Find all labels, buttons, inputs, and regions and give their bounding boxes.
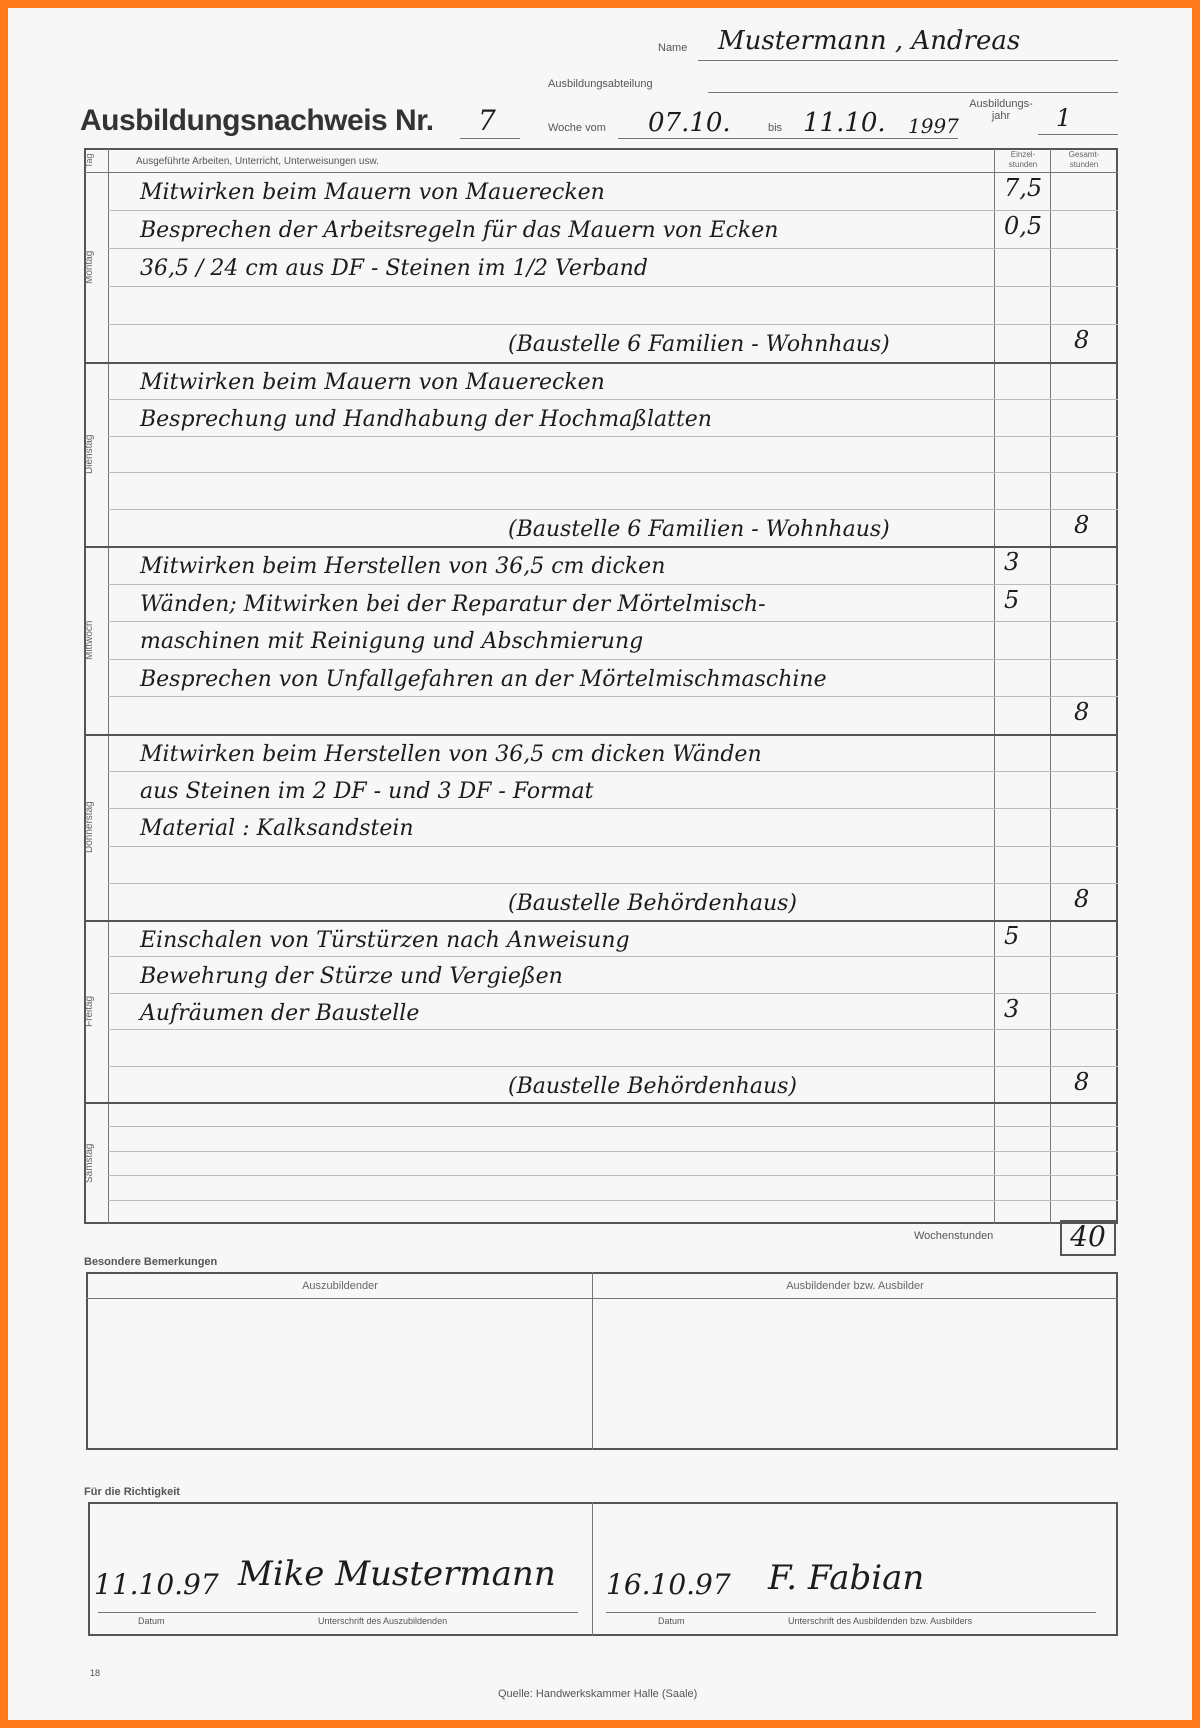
correctness-label: Für die Richtigkeit [84,1486,180,1498]
day-label: Mittwoch [84,620,95,660]
ruled-line [108,210,1118,211]
trainer-date-label: Datum [658,1616,685,1626]
day-separator [84,362,1118,364]
trainee-signature-label: Unterschrift des Auszubildenden [318,1616,448,1626]
activity-line: Mitwirken beim Mauern von Mauerecken [140,370,605,395]
total-hours: 8 [1074,326,1090,354]
week-to: 11.10. [803,108,886,138]
activity-line: Besprechen von Unfallgefahren an der Mörtelmischmaschine [140,667,827,692]
day-label: Samstag [84,1143,95,1183]
site-note: (Baustelle 6 Familien - Wohnhaus) [508,517,890,542]
activity-line: aus Steinen im 2 DF - und 3 DF - Format [140,779,594,804]
ruled-line [108,883,1118,884]
name-label: Name [658,42,688,54]
number-line [460,138,520,139]
year-label: Ausbildungs- jahr [969,98,1033,122]
right-signature-line [606,1612,1096,1613]
week-hours-value: 40 [1070,1220,1106,1253]
day-column-divider [108,148,109,1224]
name-value: Mustermann , Andreas [718,26,1021,56]
activity-line: maschinen mit Reinigung und Abschmierung [140,629,644,654]
site-note: (Baustelle Behördenhaus) [508,1074,797,1099]
trainer-signature-label: Unterschrift des Ausbildenden bzw. Ausbilders [788,1616,973,1626]
ruled-line [108,509,1118,510]
site-note: (Baustelle 6 Familien - Wohnhaus) [508,332,890,357]
name-line [698,60,1118,61]
trainee-date-label: Datum [138,1616,165,1626]
table-header-line [84,172,1118,173]
bis-label: bis [768,122,783,134]
department-label: Ausbildungsabteilung [548,78,653,90]
department-line [708,92,1118,93]
year-line [1038,134,1118,135]
trainer-signature: F. Fabian [768,1558,925,1598]
ruled-line [108,1151,1118,1152]
site-note: (Baustelle Behördenhaus) [508,891,797,916]
remarks-label: Besondere Bemerkungen [84,1256,218,1268]
activity-line: 36,5 / 24 cm aus DF - Steinen im 1/2 Verband [140,256,648,281]
ruled-line [108,1175,1118,1176]
year: 1997 [908,114,959,138]
activity-line: Aufräumen der Baustelle [140,1001,420,1026]
ruled-line [108,1200,1118,1201]
day-label: Montag [84,250,95,284]
activity-line: Bewehrung der Stürze und Vergießen [140,964,563,989]
activity-line: Mitwirken beim Herstellen von 36,5 cm dicken Wänden [140,742,762,767]
trainee-signature: Mike Mustermann [238,1554,556,1594]
activity-line: Material : Kalksandstein [140,816,414,841]
ruled-line [108,659,1118,660]
ruled-line [108,472,1118,473]
ruled-line [108,286,1118,287]
activity-line: Mitwirken beim Herstellen von 36,5 cm dicken [140,554,666,579]
total-hours-header: Gesamt- stunden [1068,150,1100,169]
trainee-date: 11.10.97 [94,1568,219,1601]
ruled-line [108,1126,1118,1127]
week-label: Woche vom [548,122,606,134]
page-number: 18 [90,1668,101,1678]
ruled-line [108,1066,1118,1067]
ruled-line [108,248,1118,249]
report-number: 7 [478,104,496,137]
trainer-date: 16.10.97 [606,1568,731,1601]
single-hours: 5 [1004,922,1020,950]
single-hours: 3 [1004,995,1020,1023]
activity-line: Besprechen der Arbeitsregeln für das Mauern von Ecken [140,218,779,243]
ruled-line [108,584,1118,585]
report-sheet [8,8,1192,1720]
total-hours: 8 [1074,511,1090,539]
total-hours: 8 [1074,885,1090,913]
activity-line: Einschalen von Türstürzen nach Anweisung [140,928,630,953]
ruled-line [108,324,1118,325]
single-hours-header: Einzel- stunden [1008,150,1038,169]
total-hours: 8 [1074,1068,1090,1096]
year-value: 1 [1056,104,1072,132]
activity-line: Mitwirken beim Mauern von Mauerecken [140,180,605,205]
single-hours-divider [994,148,995,1224]
remarks-header-line [86,1298,1118,1299]
ruled-line [108,846,1118,847]
single-hours: 7,5 [1004,174,1043,202]
day-label: Donnerstag [84,801,95,853]
total-hours: 8 [1074,698,1090,726]
activity-line: Besprechung und Handhabung der Hochmaßlatten [140,407,712,432]
day-label: Freitag [84,995,95,1027]
single-hours: 3 [1004,548,1020,576]
tag-header: Tag [84,153,94,169]
week-line [618,138,958,139]
source-note: Quelle: Handwerkskammer Halle (Saale) [498,1688,698,1700]
day-separator [84,734,1118,736]
page-title: Ausbildungsnachweis Nr. [80,104,434,137]
left-signature-line [98,1612,578,1613]
total-hours-divider [1050,148,1051,1224]
single-hours: 0,5 [1004,212,1043,240]
week-hours-label: Wochenstunden [914,1230,994,1242]
day-label: Dienstag [84,434,95,474]
week-from: 07.10. [648,108,731,138]
single-hours: 5 [1004,586,1020,614]
activity-line: Wänden; Mitwirken bei der Reparatur der Mörtelmisch- [140,592,766,617]
remarks-right-head: Ausbildender bzw. Ausbilder [786,1280,924,1292]
activities-header: Ausgeführte Arbeiten, Unterricht, Unterweisungen usw. [136,156,379,167]
correctness-divider [592,1502,593,1636]
remarks-left-head: Auszubildender [302,1280,378,1292]
